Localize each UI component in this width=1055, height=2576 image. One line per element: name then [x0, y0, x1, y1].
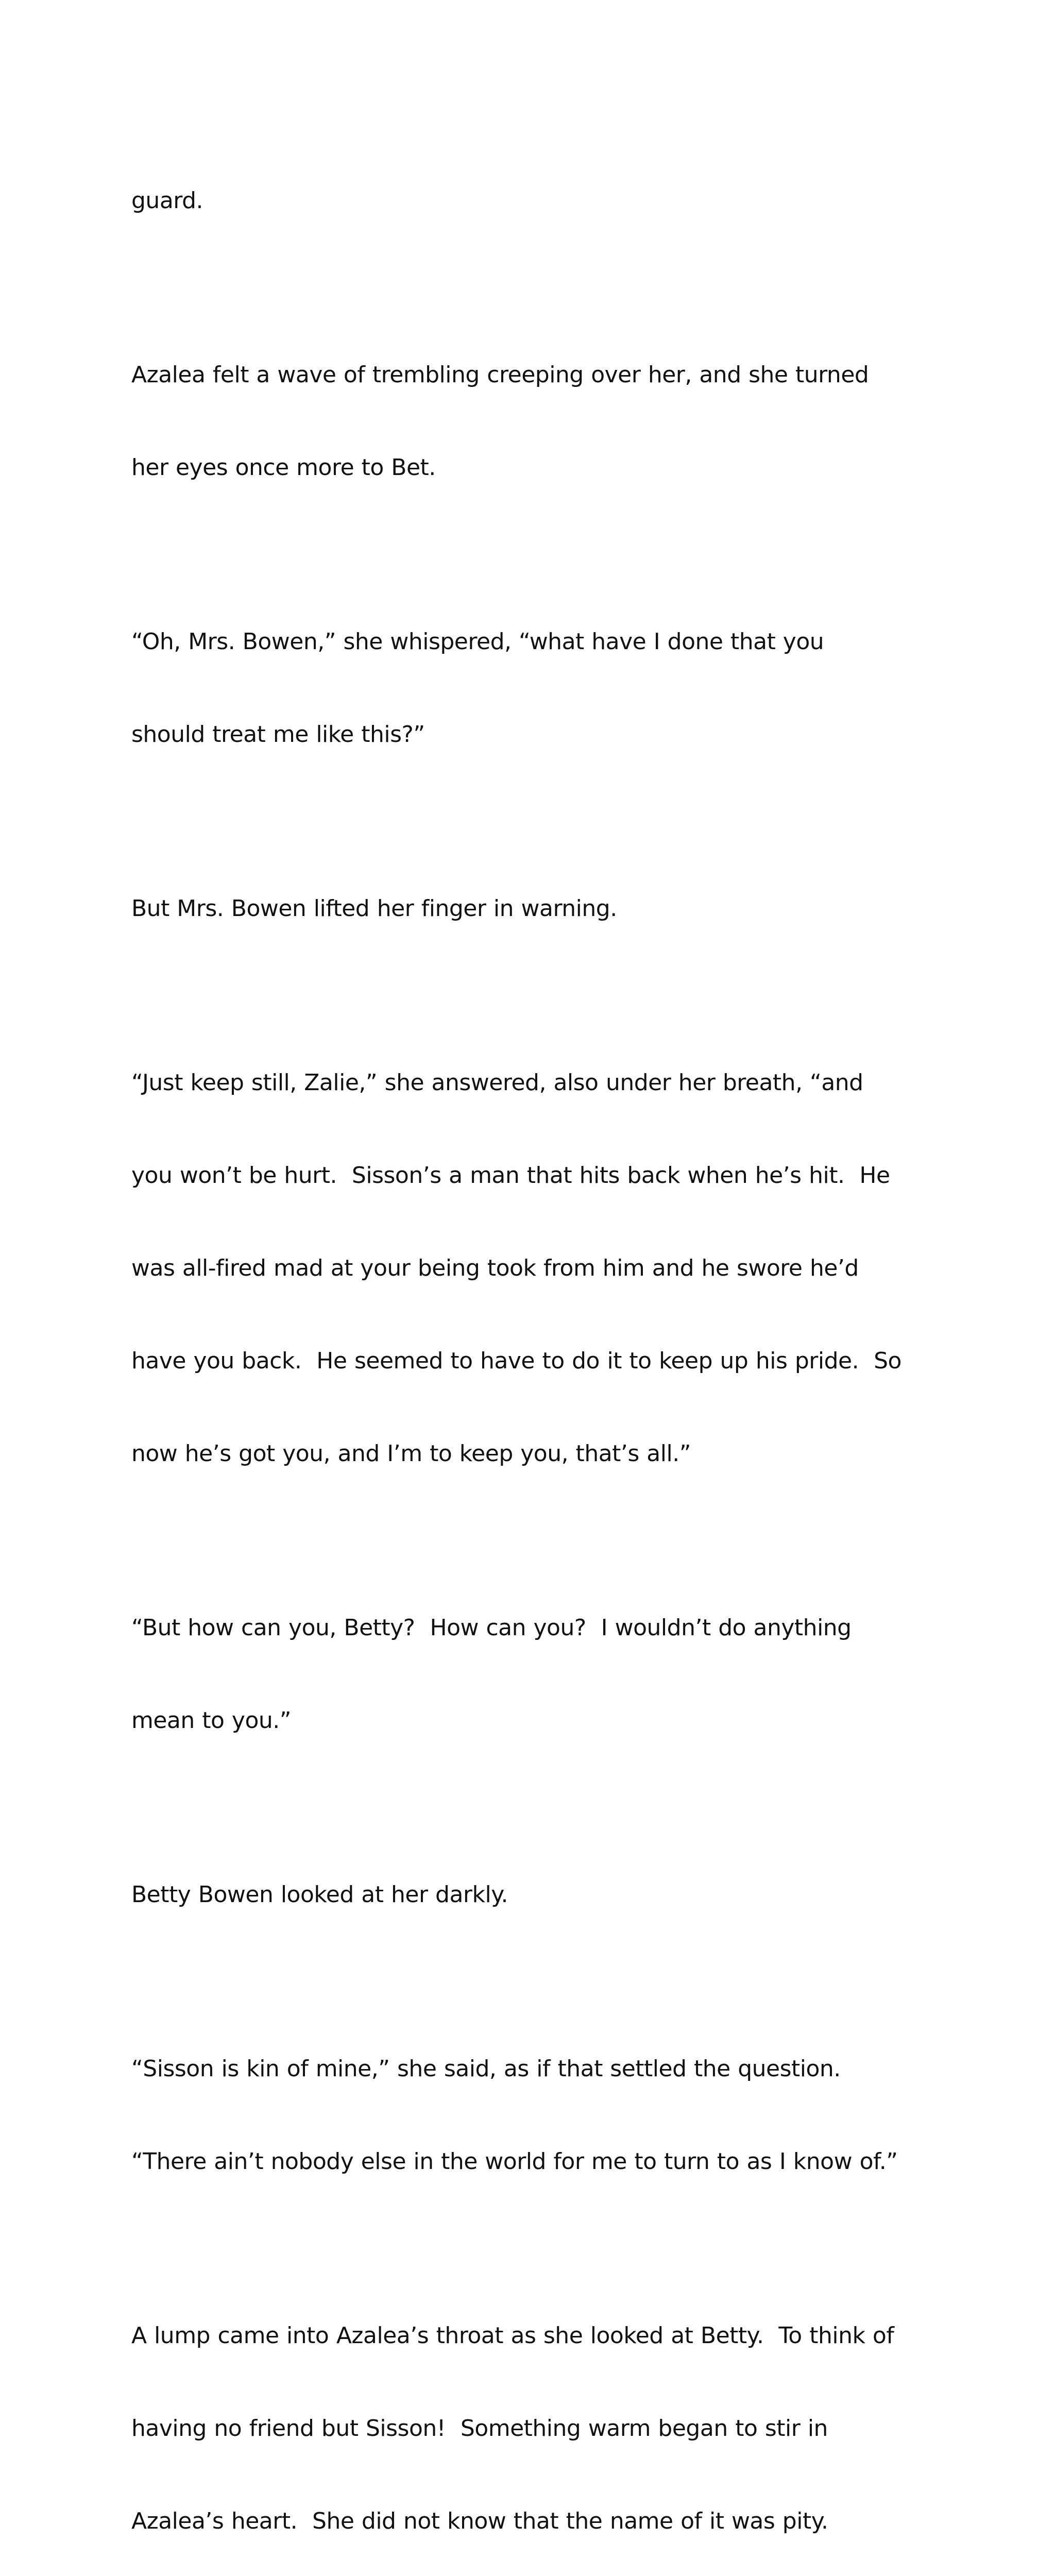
body-text	[131, 124, 935, 2576]
text-line: now he’s got you, and I’m to keep you, that’s all.”	[131, 1440, 691, 1467]
text-line: have you back. He seemed to have to do it to keep up his pride. So	[131, 1348, 901, 1374]
text-line: A lump came into Azalea’s throat as she looked at Betty. To think of	[131, 2323, 894, 2349]
paragraph	[131, 1551, 935, 1798]
text-line: mean to you.”	[131, 1707, 292, 1734]
text-line: “There ain’t nobody else in the world for me to turn to as I know of.”	[131, 2148, 898, 2175]
paragraph	[131, 832, 935, 986]
text-line: Azalea’s heart. She did not know that the name of it was pity.	[131, 2508, 828, 2534]
text-line: was all-fired mad at your being took from him and he swore he’d	[131, 1255, 859, 1281]
text-line: “Just keep still, Zalie,” she answered, also under her breath, “and	[131, 1070, 863, 1096]
text-line: Azalea felt a wave of trembling creeping over her, and she turned	[131, 362, 869, 388]
paragraph	[131, 1006, 935, 1531]
text-line: her eyes once more to Bet.	[131, 454, 436, 481]
paragraph	[131, 298, 935, 545]
text-line: you won’t be hurt. Sisson’s a man that hits back when he’s hit. He	[131, 1162, 890, 1189]
paragraph	[131, 124, 935, 278]
paragraph	[131, 1818, 935, 1972]
paragraph	[131, 1992, 935, 2239]
text-line: should treat me like this?”	[131, 721, 425, 748]
text-line: Betty Bowen looked at her darkly.	[131, 1882, 508, 1908]
text-line: guard.	[131, 188, 203, 214]
text-line: “Oh, Mrs. Bowen,” she whispered, “what have I done that you	[131, 629, 824, 655]
paragraph	[131, 2259, 935, 2576]
paragraph	[131, 565, 935, 812]
text-line: But Mrs. Bowen lifted her finger in warning.	[131, 895, 617, 922]
text-line: having no friend but Sisson! Something warm began to stir in	[131, 2415, 828, 2442]
text-line: “Sisson is kin of mine,” she said, as if that settled the question.	[131, 2056, 841, 2082]
text-line: “But how can you, Betty? How can you? I wouldn’t do anything	[131, 1615, 852, 1641]
